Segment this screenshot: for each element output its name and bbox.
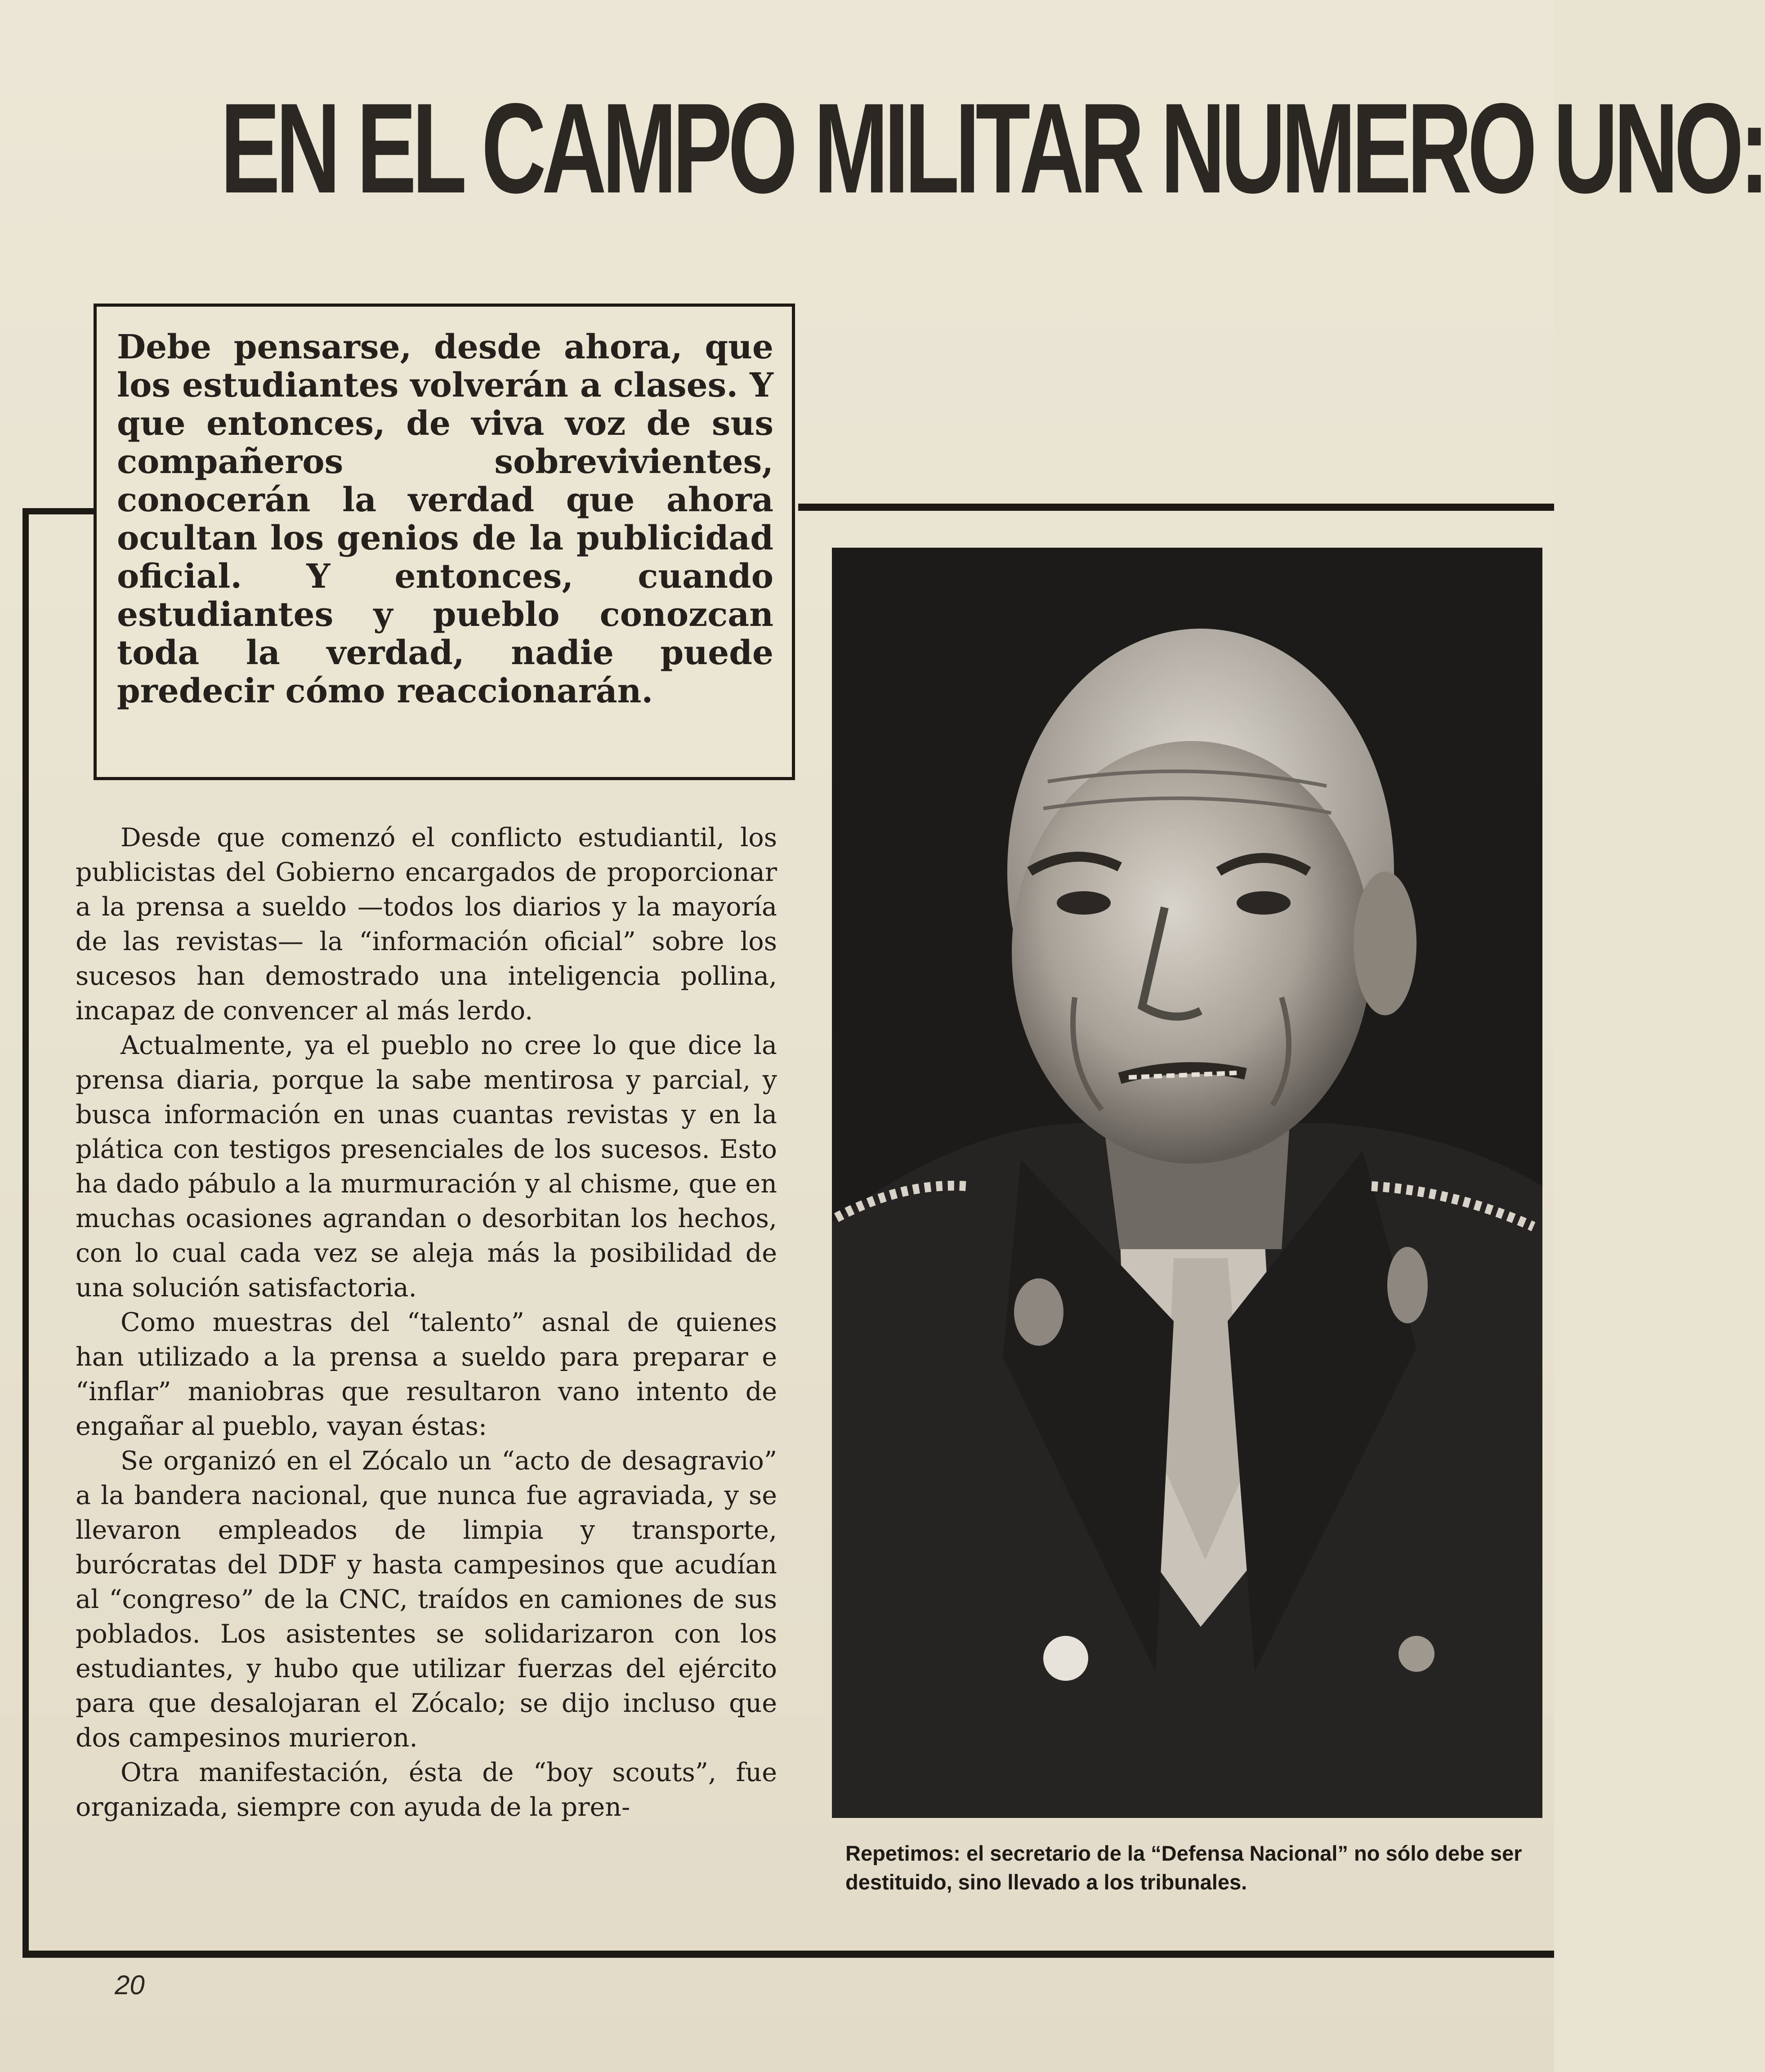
photo-caption: Repetimos: el secretario de la “Defensa Nacional” no sólo debe ser destituido, sino llevado a los tribunales. (845, 1841, 1522, 1894)
article-paragraph: Se organizó en el Zócalo un “acto de desagravio” a la bandera nacional, que nunca fue agraviada, y se llevaron empleados de limpia y transporte, burócratas del DDF y hasta campesinos que acudían al “congreso” de la CNC, traídos en camiones de sus poblados. Los asistentes se solidarizaron con los estudiantes, y hubo que utilizar fuerzas del ejército para que desalojaran el Zócalo; se dijo incluso que dos campesinos murieron. (76, 1446, 777, 1753)
portrait-photo (832, 548, 1542, 1818)
frame-rule-left (22, 508, 29, 1956)
frame-rule-bottom (22, 1951, 1554, 1958)
article-body (76, 821, 777, 1825)
frame-rule-top-right (798, 504, 1554, 511)
article-paragraph: Actualmente, ya el pueblo no cree lo que dice la prensa diaria, porque la sabe mentirosa y parcial, y busca información en unas cuantas revistas y en la plática con testigos presenciales de los sucesos. Esto ha dado pábulo a la murmuración y al chisme, que en muchas ocasiones agrandan o desorbitan los hechos, con lo cual cada vez se aleja más la posibilidad de una solución satisfactoria. (76, 1031, 777, 1303)
article-paragraph: Como muestras del “talento” asnal de quienes han utilizado a la prensa a sueldo para preparar e “inflar” maniobras que resultaron vano intento de engañar al pueblo, vayan éstas: (76, 1308, 777, 1441)
article-paragraph: Otra manifestación, ésta de “boy scouts”, fue organizada, siempre con ayuda de la pren- (76, 1758, 777, 1822)
frame-rule-top-left (22, 508, 99, 514)
page-number: 20 (115, 1970, 145, 2000)
article-paragraph: Desde que comenzó el conflicto estudiantil, los publicistas del Gobierno encargados de proporcionar a la prensa a sueldo —todos los diarios y la mayoría de las revistas— la “información oficial” sobre los sucesos han demostrado una inteligencia pollina, incapaz de convencer al más lerdo. (76, 823, 777, 1026)
portrait-photo-icon (832, 548, 1542, 1818)
pullquote-text: Debe pensarse, desde ahora, que los estudiantes volverán a clases. Y que entonces, de viva voz de sus compañeros sobrevivientes, conocerán la verdad que ahora ocultan los genios de la publicidad oficial. Y entonces, cuando estudiantes y pueblo conozcan toda la verdad, nadie puede predecir cómo reaccionarán. (117, 328, 773, 710)
page-title: EN EL CAMPO MILITAR NUMERO UNO: (220, 77, 1765, 220)
